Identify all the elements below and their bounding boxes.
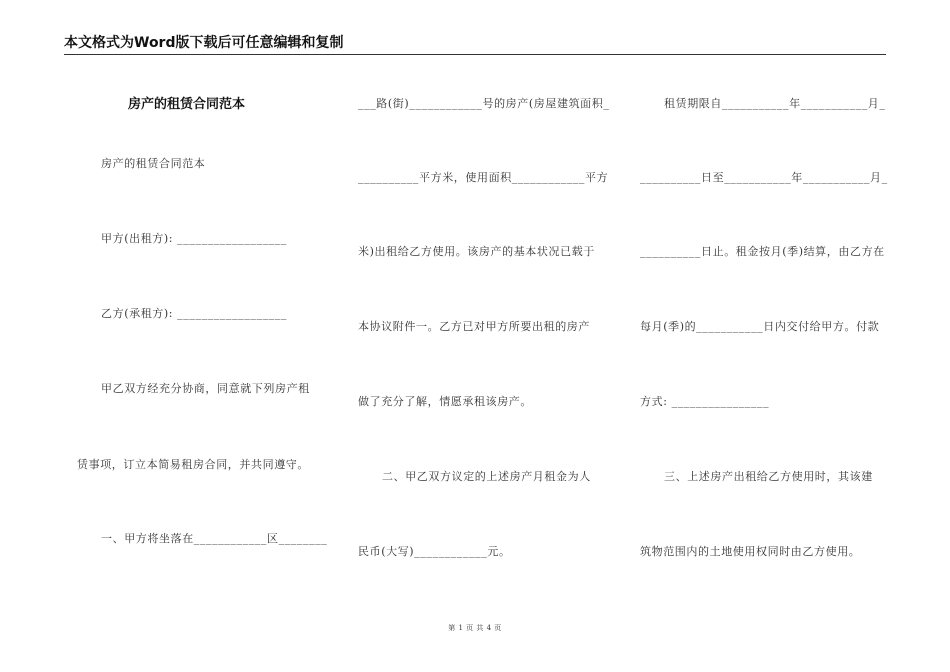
document-title: 房产的租赁合同范本 xyxy=(128,97,246,112)
middle-line-4: 本协议附件一。乙方已对甲方所要出租的房产 xyxy=(358,320,590,333)
left-line-6: 一、甲方将坐落在____________区________ xyxy=(101,532,328,545)
left-line-4: 甲乙双方经充分协商，同意就下列房产租 xyxy=(101,382,310,395)
right-line-3: __________日止。租金按月(季)结算，由乙方在 xyxy=(640,245,885,258)
middle-line-2: __________平方米，使用面积____________平方 xyxy=(358,171,609,184)
right-line-7: 筑物范围内的土地使用权同时由乙方使用。 xyxy=(640,545,861,558)
middle-line-1: ___路(街)____________号的房产(房屋建筑面积_ xyxy=(358,97,610,110)
left-line-1: 房产的租赁合同范本 xyxy=(101,157,206,170)
middle-line-6: 二、甲乙双方议定的上述房产月租金为人 xyxy=(382,470,591,483)
right-line-1: 租赁期限自___________年___________月_ xyxy=(664,97,886,110)
right-line-2: __________日至___________年___________月_ xyxy=(640,171,888,184)
middle-line-3: 米)出租给乙方使用。该房产的基本状况已载于 xyxy=(358,245,595,258)
left-line-3: 乙方(承租方): __________________ xyxy=(101,307,287,320)
right-line-5: 方式: ________________ xyxy=(640,395,770,408)
middle-line-5: 做了充分了解，情愿承租该房产。 xyxy=(358,395,532,408)
middle-line-7: 民币(大写)____________元。 xyxy=(358,545,511,558)
right-line-6: 三、上述房产出租给乙方使用时，其该建 xyxy=(664,470,873,483)
page-footer: 第 1 页 共 4 页 xyxy=(448,624,502,632)
left-line-2: 甲方(出租方): __________________ xyxy=(101,232,287,245)
left-line-5: 赁事项，订立本简易租房合同，并共同遵守。 xyxy=(77,458,309,471)
document-banner: 本文格式为Word版下载后可任意编辑和复制 xyxy=(64,34,886,55)
right-line-4: 每月(季)的___________日内交付给甲方。付款 xyxy=(640,320,880,333)
